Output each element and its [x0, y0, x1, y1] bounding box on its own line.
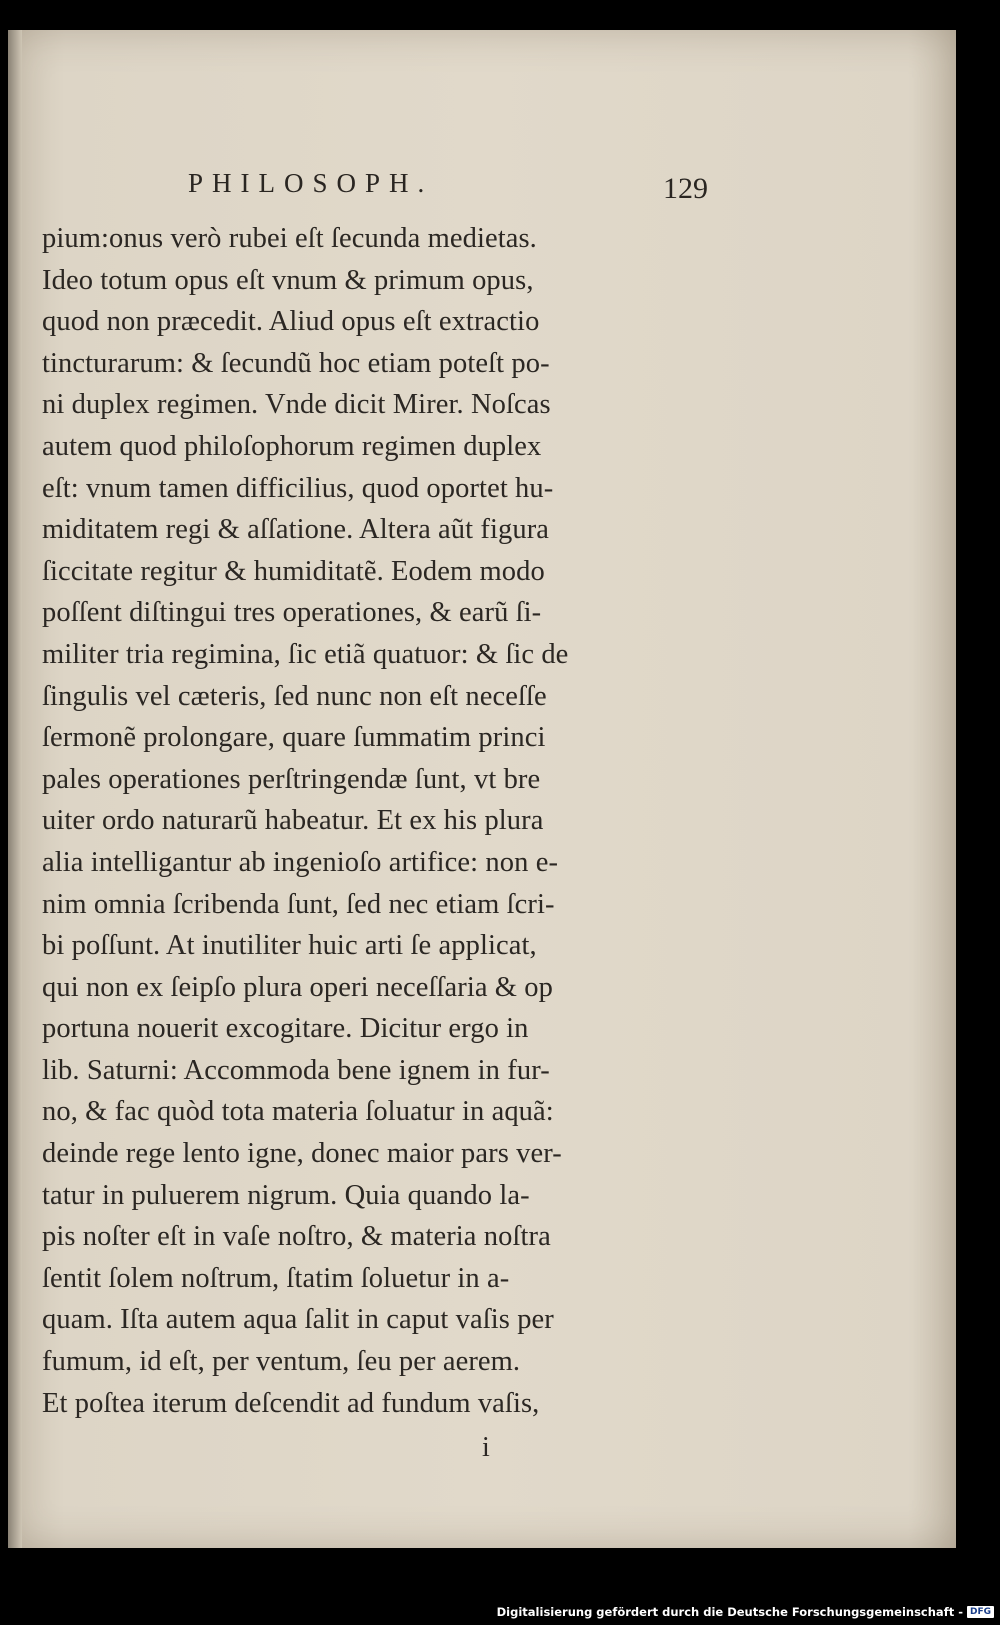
text-line: ni duplex regimen. Vnde dicit Mirer. Noſcas [42, 389, 551, 421]
text-line: ſingulis vel cæteris, ſed nunc non eſt neceſſe [42, 680, 547, 712]
book-page [8, 30, 956, 1548]
text-line: fumum, id eſt, per ventum, ſeu per aerem. [42, 1346, 521, 1378]
text-line: tincturarum: & ſecundũ hoc etiam poteſt po- [42, 347, 550, 379]
text-line: autem quod philoſophorum regimen duplex [42, 430, 542, 462]
dfg-logo-icon: DFG [967, 1606, 994, 1618]
digitization-credit [497, 1605, 994, 1619]
text-line: quam. Iſta autem aqua ſalit in caput vaſis per [42, 1304, 554, 1336]
body-text [42, 218, 712, 1424]
text-line: militer tria regimina, ſic etiã quatuor: & ſic de [42, 638, 569, 670]
text-line: pales operationes perſtringendæ ſunt, vt bre [42, 763, 541, 795]
text-line: lib. Saturni: Accommoda bene ignem in fur- [42, 1054, 550, 1086]
text-line: ſermonẽ prolongare, quare ſummatim princi [42, 722, 546, 754]
text-line: Ideo totum opus eſt vnum & primum opus, [42, 264, 534, 296]
text-line: eſt: vnum tamen difficilius, quod oportet hu- [42, 472, 554, 504]
text-line: tatur in puluerem nigrum. Quia quando la- [42, 1179, 530, 1211]
text-line: portuna nouerit excogitare. Dicitur ergo in [42, 1013, 529, 1045]
text-line: poſſent diſtingui tres operationes, & earũ ſi- [42, 597, 542, 629]
text-line: ſentit ſolem noſtrum, ſtatim ſoluetur in a- [42, 1262, 510, 1294]
text-line: miditatem regi & aſſatione. Altera aũt figura [42, 514, 550, 546]
text-line: deinde rege lento igne, donec maior pars ver- [42, 1138, 562, 1170]
text-line: ſiccitate regitur & humiditatẽ. Eodem modo [42, 555, 545, 587]
running-head: PHILOSOPH. [188, 168, 434, 198]
text-line: pis noſter eſt in vaſe noſtro, & materia noſtra [42, 1221, 551, 1253]
text-line: qui non ex ſeipſo plura operi neceſſaria & op [42, 971, 554, 1003]
text-line: no, & fac quòd tota materia ſoluatur in aquã: [42, 1096, 554, 1128]
signature-mark: i [482, 1432, 490, 1463]
page-header [188, 168, 708, 208]
text-line: bi poſſunt. At inutiliter huic arti ſe applicat, [42, 930, 537, 962]
text-line: uiter ordo naturarũ habeatur. Et ex his plura [42, 805, 544, 837]
credit-text: Digitalisierung gefördert durch die Deutsche Forschungsgemeinschaft - [496, 1605, 963, 1619]
text-line: nim omnia ſcribenda ſunt, ſed nec etiam ſcri- [42, 888, 555, 920]
text-line: alia intelligantur ab ingenioſo artifice: non e- [42, 846, 559, 878]
text-line: pium:onus verò rubei eſt ſecunda medietas. [42, 223, 537, 254]
text-line: Et poſtea iterum deſcendit ad fundum vaſis, [42, 1387, 540, 1419]
text-line: quod non præcedit. Aliud opus eſt extractio [42, 306, 540, 338]
page-number: 129 [663, 172, 708, 205]
